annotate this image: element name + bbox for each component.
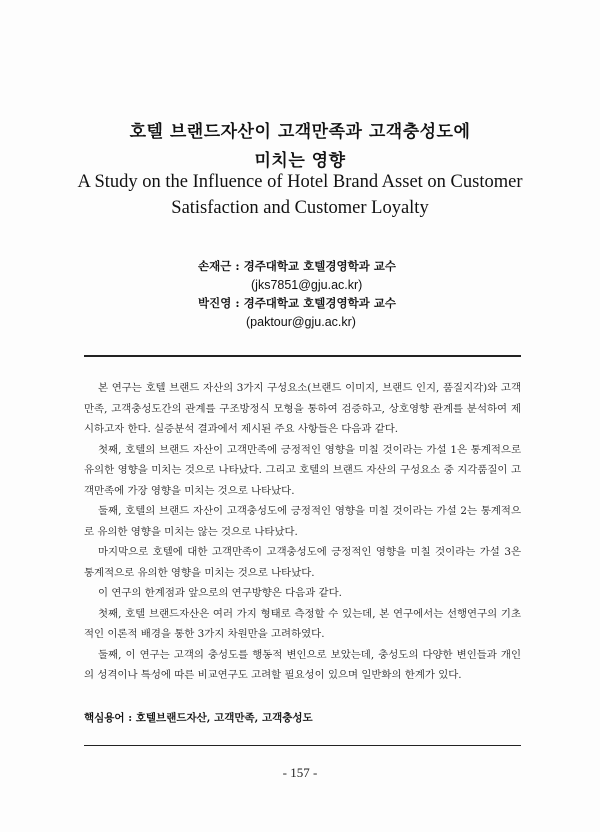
english-title-line-2: Satisfaction and Customer Loyalty xyxy=(171,198,429,218)
abstract-top-rule xyxy=(84,355,521,357)
korean-title-line-1: 호텔 브랜드자산이 고객만족과 고객충성도에 xyxy=(129,122,471,142)
abstract-paragraph: 본 연구는 호텔 브랜드 자산의 3가지 구성요소(브랜드 이미지, 브랜드 인지, 품질지각)와 고객만족, 고객충성도간의 관계를 구조방정식 모형을 통하여 검증하고, 상호영향 관계를 분석하여 제시하고자 한다. 실증분석 결과에서 제시된 주요 사항들은 다음과 같다. xyxy=(84,382,521,435)
author-2-affiliation: 박진영 : 경주대학교 호텔경영학과 교수 xyxy=(198,296,397,310)
abstract xyxy=(84,378,521,686)
page-number: - 157 - xyxy=(282,765,318,780)
author-2-email: (paktour@gju.ac.kr) xyxy=(246,315,356,329)
english-title-line-1: A Study on the Influence of Hotel Brand Asset on Customer xyxy=(77,172,523,192)
abstract-paragraph: 둘째, 이 연구는 고객의 충성도를 행동적 변인으로 보았는데, 충성도의 다양한 변인들과 개인의 성격이나 특성에 따른 비교연구도 고려할 필요성이 있으며 일반화의 한계가 있다. xyxy=(84,648,521,681)
abstract-bottom-rule xyxy=(84,745,521,746)
abstract-paragraph: 첫째, 호텔 브랜드자산은 여러 가지 형태로 측정할 수 있는데, 본 연구에서는 선행연구의 기초적인 이론적 배경을 통한 3가지 차원만을 고려하였다. xyxy=(84,607,521,640)
keywords: 핵심용어 : 호텔브랜드자산, 고객만족, 고객충성도 xyxy=(84,712,313,724)
abstract-paragraph: 마지막으로 호텔에 대한 고객만족이 고객충성도에 긍정적인 영향을 미칠 것이라는 가설 3은 통계적으로 유의한 영향을 미치는 것으로 나타났다. xyxy=(84,546,521,579)
abstract-paragraph: 이 연구의 한계점과 앞으로의 연구방향은 다음과 같다. xyxy=(98,587,342,599)
abstract-paragraph: 둘째, 호텔의 브랜드 자산이 고객충성도에 긍정적인 영향을 미칠 것이라는 가설 2는 통계적으로 유의한 영향을 미치는 않는 것으로 나타났다. xyxy=(84,505,521,538)
author-1-email: (jks7851@gju.ac.kr) xyxy=(251,278,363,292)
korean-title-line-2: 미치는 영향 xyxy=(254,151,346,171)
abstract-paragraph: 첫째, 호텔의 브랜드 자산이 고객만족에 긍정적인 영향을 미칠 것이라는 가설 1은 통계적으로 유의한 영향을 미치는 것으로 나타났다. 그리고 호텔의 브랜드 자산의 구성요소 중 지각품질이 고객만족에 가장 영향을 미치는 것으로 나타났다. xyxy=(84,443,521,497)
author-1-affiliation: 손재근 : 경주대학교 호텔경영학과 교수 xyxy=(198,259,397,273)
